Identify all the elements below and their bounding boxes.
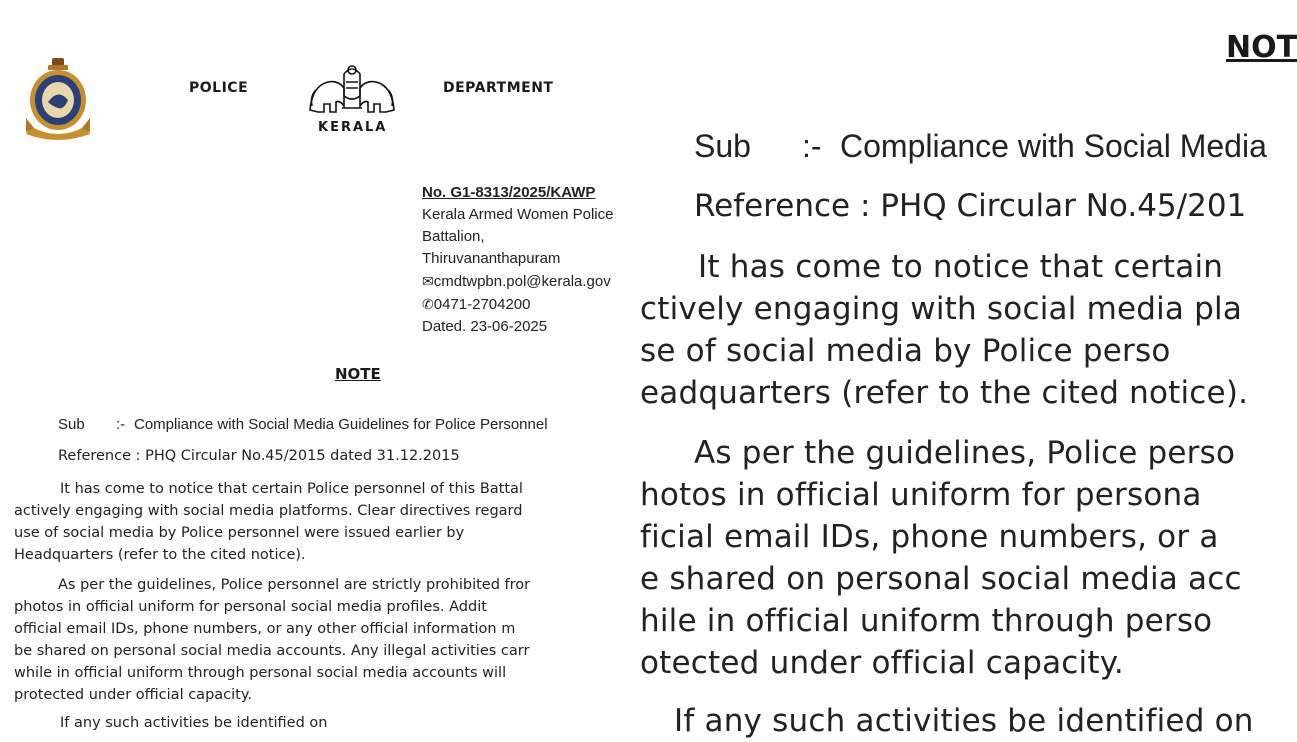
header-police-label: POLICE (189, 80, 249, 96)
paragraph-1-line: It has come to notice that certain Police personnel of this Battal (60, 481, 523, 497)
paragraph-1-line: actively engaging with social media platforms. Clear directives regard (14, 503, 523, 519)
paragraph-1-line: Headquarters (refer to the cited notice). (14, 547, 306, 563)
envelope-icon: ✉ (422, 273, 434, 289)
reference-line: Reference : PHQ Circular No.45/2015 dated 31.12.2015 (58, 448, 460, 464)
paragraph-2-line: photos in official uniform for personal social media profiles. Addit (14, 599, 487, 615)
zoomed-detail-view (640, 0, 1297, 739)
subject-text: Compliance with Social Media Guidelines for Police Personnel (134, 416, 548, 433)
subject-separator: :- (116, 416, 126, 433)
zoom-paragraph-1-line: It has come to notice that certain (698, 249, 1224, 285)
zoom-paragraph-2-line: ficial email IDs, phone numbers, or a (640, 519, 1219, 555)
paragraph-2-line: official email IDs, phone numbers, or any other official information m (14, 621, 516, 637)
zoom-paragraph-2-line: hile in official uniform through perso (640, 603, 1213, 639)
zoom-paragraph-1-line: se of social media by Police perso (640, 333, 1171, 369)
zoom-paragraph-2-line: otected under official capacity. (640, 645, 1124, 681)
zoom-paragraph-3 (640, 700, 1254, 742)
address-email: cmdtwpbn.pol@kerala.gov (433, 273, 611, 290)
zoom-paragraph-1-line: eadquarters (refer to the cited notice). (640, 375, 1249, 411)
paragraph-3-line: If any such activities be identified on (60, 715, 328, 731)
paragraph-2-line: while in official uniform through personal social media accounts will (14, 665, 507, 681)
address-line-battalion: Battalion, (422, 228, 485, 245)
paragraph-2 (14, 574, 654, 706)
note-title: NOTE (335, 365, 381, 383)
paragraph-2-line: protected under official capacity. (14, 687, 252, 703)
subject-label: Sub (58, 416, 85, 433)
paragraph-2-line: be shared on personal social media accounts. Any illegal activities carr (14, 643, 530, 659)
kerala-police-emblem-icon (22, 56, 94, 140)
address-phone-row (422, 293, 613, 316)
header-department-label: DEPARTMENT (443, 80, 554, 96)
header-kerala-label: KERALA (318, 120, 388, 135)
paragraph-3 (14, 712, 654, 734)
zoom-paragraph-2-line: hotos in official uniform for persona (640, 477, 1202, 513)
phone-icon: ✆ (422, 296, 434, 312)
address-line-unit: Kerala Armed Women Police (422, 206, 614, 223)
zoom-subject-separator: :- (802, 128, 822, 164)
zoom-reference-line: Reference : PHQ Circular No.45/201 (694, 188, 1247, 224)
address-block (422, 182, 613, 338)
address-date: Dated. 23-06-2025 (422, 318, 548, 335)
zoom-paragraph-3-line: If any such activities be identified on (674, 703, 1254, 739)
zoom-subject-text: Compliance with Social Media (840, 128, 1267, 164)
kerala-state-emblem-icon (306, 60, 398, 120)
zoom-note-title: NOT (1226, 30, 1297, 65)
document-page-view (0, 0, 640, 731)
paragraph-1 (14, 478, 654, 566)
zoom-paragraph-2-line: e shared on personal social media acc (640, 561, 1242, 597)
zoom-paragraph-2-line: As per the guidelines, Police perso (694, 435, 1236, 471)
address-phone: 0471-2704200 (433, 296, 531, 313)
paragraph-1-line: use of social media by Police personnel were issued earlier by (14, 525, 465, 541)
paragraph-2-line: As per the guidelines, Police personnel are strictly prohibited fror (58, 577, 531, 593)
zoom-subject-label: Sub (694, 128, 751, 164)
zoom-paragraph-1-line: ctively engaging with social media pla (640, 291, 1243, 327)
address-email-row (422, 270, 613, 293)
zoom-paragraph-1 (640, 246, 1248, 414)
file-number: No. G1-8313/2025/KAWP (422, 184, 596, 201)
address-line-city: Thiruvananthapuram (422, 250, 561, 267)
zoom-paragraph-2 (640, 432, 1242, 684)
